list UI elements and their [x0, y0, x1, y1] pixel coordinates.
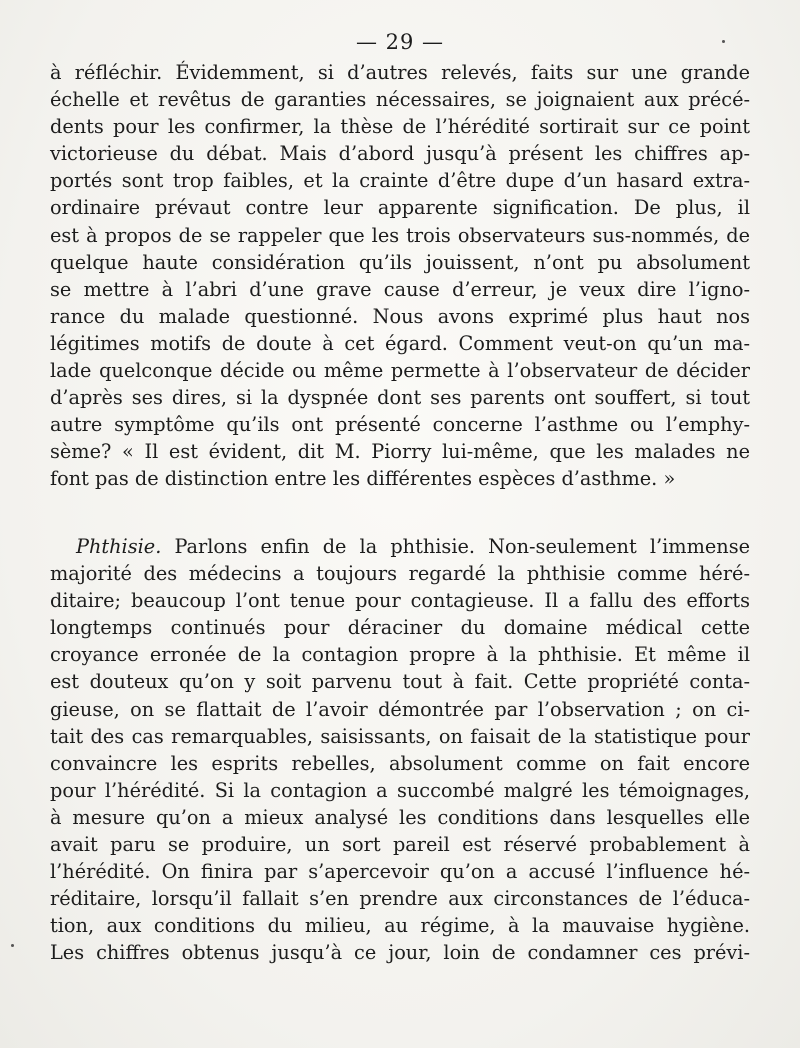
text-line: gieuse, on se flattait de l’avoir démontrée par l’observation ; on ci- — [50, 697, 750, 721]
text-line: l’hérédité. On finira par s’apercevoir qu’on a accusé l’influence hé- — [50, 860, 750, 884]
text-line: rance du malade questionné. Nous avons exprimé plus haut nos — [50, 304, 750, 328]
text-line: ordinaire prévaut contre leur apparente signification. De plus, il — [50, 196, 750, 220]
text-line: victorieuse du débat. Mais d’abord jusqu’à présent les chiffres ap- — [50, 142, 750, 166]
text-line: légitimes motifs de doute à cet égard. Comment veut-on qu’un ma- — [50, 331, 750, 355]
paper-speck — [722, 40, 725, 43]
paragraph-asthma-continuation — [50, 59, 750, 493]
text-line: Les chiffres obtenus jusqu’à ce jour, loin de condamner ces prévi- — [50, 941, 750, 965]
text-line: longtemps continués pour déraciner du domaine médical cette — [50, 616, 750, 640]
paper-speck — [11, 944, 14, 947]
text-line: se mettre à l’abri d’une grave cause d’erreur, je veux dire l’igno- — [50, 277, 750, 301]
page-number: — 29 — — [355, 30, 445, 54]
text-line: d’après ses dires, si la dyspnée dont ses parents ont souffert, si tout — [50, 386, 750, 410]
text-line: réditaire, lorsqu’il fallait s’en prendre aux circonstances de l’éduca- — [50, 887, 750, 911]
text-line: lade quelconque décide ou même permette à l’observateur de décider — [50, 359, 750, 383]
text-line: ditaire; beaucoup l’ont tenue pour contagieuse. Il a fallu des efforts — [50, 589, 750, 613]
text-line: à réfléchir. Évidemment, si d’autres relevés, faits sur une grande — [50, 61, 750, 84]
text-line: pour l’hérédité. Si la contagion a succombé malgré les témoignages, — [50, 778, 750, 802]
text-line: échelle et revêtus de garanties nécessaires, se joignaient aux précé- — [50, 88, 750, 112]
text-line: dents pour les confirmer, la thèse de l’hérédité sortirait sur ce point — [50, 115, 750, 139]
text-line: quelque haute considération qu’ils jouissent, n’ont pu absolument — [50, 250, 750, 274]
text-line: est douteux qu’on y soit parvenu tout à fait. Cette propriété conta- — [50, 670, 750, 694]
text-line: font pas de distinction entre les différentes espèces d’asthme. » — [50, 467, 676, 491]
text-line: croyance erronée de la contagion propre à la phthisie. Et même il — [50, 643, 750, 667]
text-run: Parlons enfin de la phthisie. Non-seulement l’immense — [161, 535, 750, 558]
text-line: majorité des médecins a toujours regardé la phthisie comme héré- — [50, 562, 750, 586]
text-line: à mesure qu’on a mieux analysé les conditions dans lesquelles elle — [50, 805, 750, 829]
text-line: est à propos de se rappeler que les trois observateurs sus-nommés, de — [50, 223, 750, 247]
text-line: avait paru se produire, un sort pareil est réservé probablement à — [50, 833, 750, 857]
text-line: portés sont trop faibles, et la crainte d’être dupe d’un hasard extra- — [50, 169, 750, 193]
text-line-first — [50, 533, 750, 560]
text-line: convaincre les esprits rebelles, absolument comme on fait encore — [50, 751, 750, 775]
text-line: tion, aux conditions du milieu, au régime, à la mauvaise hygiène. — [50, 914, 750, 938]
text-line: tait des cas remarquables, saisissants, on faisait de la statistique pour — [50, 724, 750, 748]
section-heading-phthisie: Phthisie. — [76, 535, 162, 558]
paragraph-phthisie — [50, 533, 750, 967]
text-line: sème? « Il est évident, dit M. Piorry lui-même, que les malades ne — [50, 440, 750, 464]
text-line: autre symptôme qu’ils ont présenté concerne l’asthme ou l’emphy- — [50, 413, 750, 437]
